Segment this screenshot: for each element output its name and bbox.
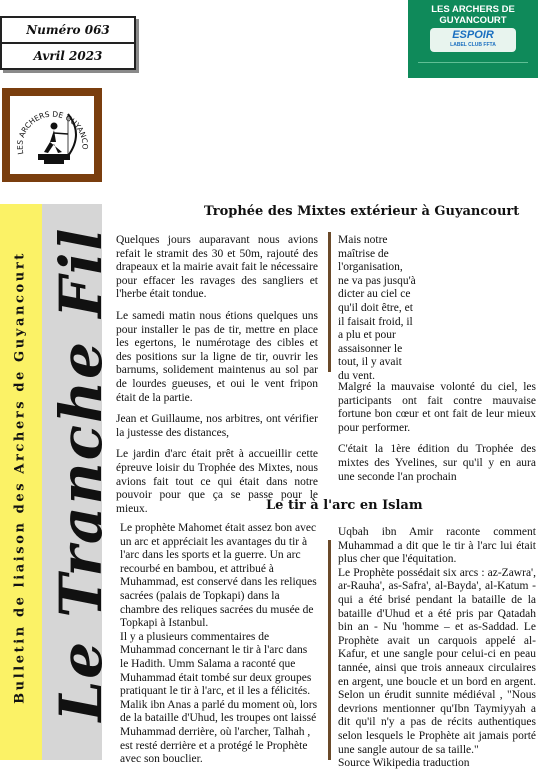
badge-espoir: ESPOIR — [452, 29, 494, 41]
paragraph: Malgré la mauvaise volonté du ciel, les participants ont fait contre mauvaise fortune bon cœur et ont fait de leur mieux pour performer. — [338, 381, 536, 434]
column-divider — [328, 232, 331, 372]
article1-heading: Trophée des Mixtes extérieur à Guyancourt — [204, 204, 520, 219]
paragraph: Quelques jours auparavant nous avions refait le stramit des 30 et 50m, rajouté des drapeaux et la mairie avait fait le nécessaire pour effacer les ravages des sangliers et l'herbe était tondue. — [116, 234, 318, 301]
espoir-card — [430, 28, 516, 52]
paragraph: Il y a plusieurs commentaires de Muhammad concernant le tir à l'arc dans le Hadith. Umm Salama a raconté que Muhammad était tombé sur deux groupes pratiquant le tir à l'arc, et il les a félicités. — [120, 630, 312, 698]
club-logo — [2, 88, 102, 182]
paragraph: Le prophète Mahomet était assez bon avec un arc et appréciait les avantages du tir à l'arc dans les sports et la guerre. Un arc recourbé en bambou, et attribué à Muhammad, est conservé dans les reliques sacrées (palais de Topkapi) dans la chambre des reliques sacrées du musée de Topkapi à Istanbul. — [120, 522, 317, 630]
article1-column-left — [116, 234, 318, 524]
archer-icon — [10, 96, 94, 174]
badge-footer-strip — [418, 62, 528, 73]
badge-line2: GUYANCOURT — [439, 15, 507, 26]
article2-heading: Le tir à l'arc en Islam — [266, 498, 423, 513]
paragraph: Jean et Guillaume, nos arbitres, ont vérifier la justesse des distances, — [116, 413, 318, 439]
badge-line1: LES ARCHERS DE — [431, 4, 515, 15]
article2-column-left — [120, 522, 318, 767]
paragraph: Le jardin d'arc était prêt à accueillir cette épreuve loisir du Trophée des Mixtes, nous avions fait tout ce qui était dans notre pouvoir pour que ça se passe pour le mieux. — [116, 448, 318, 515]
paragraph: C'était la 1ère édition du Trophée des mixtes des Yvelines, sur qu'il y en aura une seconde l'an prochain — [338, 443, 536, 483]
paragraph: Source Wikipedia traduction — [338, 757, 470, 770]
article1-column-right-narrow — [338, 234, 416, 392]
issue-date: Avril 2023 — [0, 42, 136, 70]
paragraph: Le Prophète possédait six arcs : az-Zawra', ar-Rauha', as-Safra', al-Bayda', al-Katum - qui a été brisé pendant la bataille de la bataille d'Uhud et a été pris par Qatadah bin an - Nu 'homme – et as-Saddad. Le Prophète avait un carquois appelé al-Kafur, et une sangle pour celui-ci en peau tannée, ainsi que trois anneaux circulaires en argent, une boucle et un bord en argent. Selon un érudit sunnite médiéval , "Nous devrions mentionner qu'Ibn Taymiyyah a dit qu'il n'y a pas de récits authentiques selon lesquels le Prophète ait jamais porté une sangle autour de sa taille." — [338, 566, 536, 756]
logo-image — [10, 96, 94, 174]
paragraph: Le samedi matin nous étions quelques uns pour installer le pas de tir, mettre en place les egertons, le numérotage des cibles et des positions sur la ligne de tir, ouvrir les barnums, solidement maintenus au sol par de lourdes gueuses, et oui le vent fripon était de la partie. — [116, 309, 318, 404]
column-divider — [328, 540, 331, 760]
article1-column-right — [338, 381, 536, 492]
svg-text:LES ARCHERS DE GUYANCOURT: LES ARCHERS DE GUYANCO — [15, 109, 90, 156]
banner-subtitle: Bulletin de liaison des Archers de Guyancourt — [12, 251, 28, 704]
paragraph: Uqbah ibn Amir raconte comment Muhammad a dit que le tir à l'arc lui était plus cher que l'équitation. — [338, 526, 536, 566]
club-label-badge — [408, 0, 538, 78]
paragraph: Mais notre maîtrise de l'organisation, ne va pas jusqu'à dicter au ciel ce qu'il doit être, et il faisait froid, il a plu et pour assaisonner le tout, il y avait du vent. — [338, 234, 416, 382]
badge-label: LABEL CLUB FFTA — [450, 42, 496, 48]
issue-number: Numéro 063 — [0, 16, 136, 44]
article2-column-right — [338, 526, 536, 771]
paragraph: Malik ibn Anas a parlé du moment où, lors de la bataille d'Uhud, les troupes ont laissé Muhammad derrière, où l'archer, Talhah , est resté derrière et a protégé le Prophète avec son bouclier. — [120, 698, 318, 766]
banner-title: Le Tranche Fil — [47, 226, 115, 722]
